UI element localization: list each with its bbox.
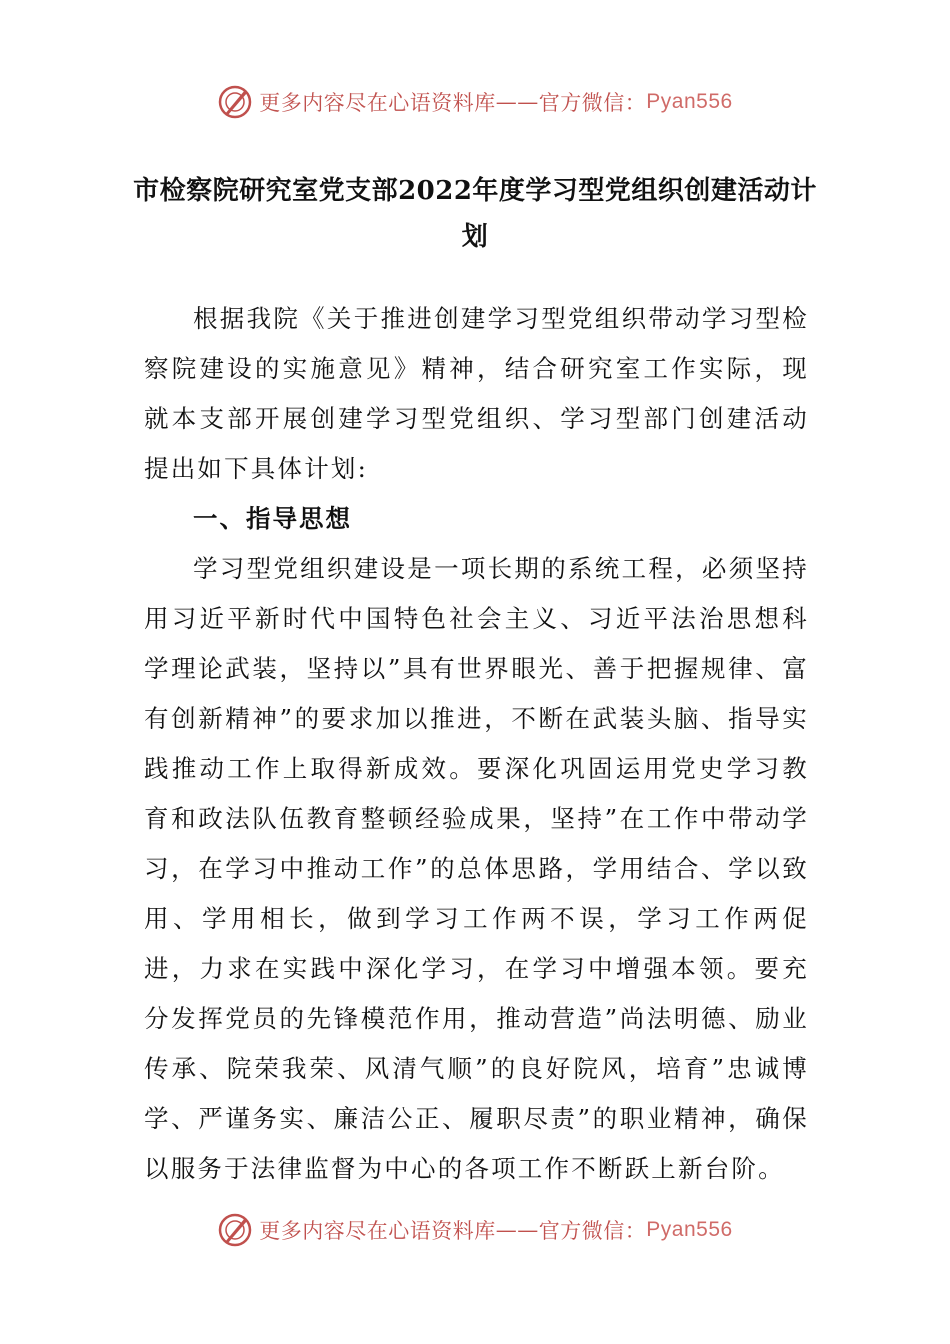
section-heading: 一、指导思想 [193, 504, 352, 533]
watermark-text: 更多内容尽在心语资料库 [259, 1219, 496, 1243]
quill-logo-icon [217, 1212, 253, 1248]
watermark-banner-bottom [0, 1210, 950, 1250]
watermark-wechat-id: Pyan556 [646, 1218, 733, 1241]
watermark-dash: —— [495, 1218, 539, 1242]
document-title: 市检察院研究室党支部2022年度学习型党组织创建活动计划 [133, 176, 817, 252]
watermark-banner-top [0, 82, 950, 122]
watermark-dash: —— [495, 90, 539, 114]
document-body [144, 294, 809, 1194]
quill-logo-icon [217, 84, 253, 120]
watermark-text: 更多内容尽在心语资料库 [259, 91, 496, 115]
watermark-label: 官方微信： [538, 91, 647, 115]
intro-paragraph: 根据我院《关于推进创建学习型党组织带动学习型检察院建设的实施意见》精神，结合研究室工作实际，现就本支部开展创建学习型党组织、学习型部门创建活动提出如下具体计划: [144, 304, 809, 483]
section-paragraph: 学习型党组织建设是一项长期的系统工程，必须坚持用习近平新时代中国特色社会主义、习近平法治思想科学理论武装，坚持以”具有世界眼光、善于把握规律、富有创新精神”的要求加以推进，不断在武装头脑、指导实践推动工作上取得新成效。要深化巩固运用党史学习教育和政法队伍教育整顿经验成果，坚持”在工作中带动学习，在学习中推动工作”的总体思路，学用结合、学以致用、学用相长，做到学习工作两不误，学习工作两促进，力求在实践中深化学习，在学习中增强本领。要充分发挥党员的先锋模范作用，推动营造”尚法明德、励业传承、院荣我荣、风清气顺”的良好院风，培育”忠诚博学、严谨务实、廉洁公正、履职尽责”的职业精神，确保以服务于法律监督为中心的各项工作不断跃上新台阶。 [144, 554, 809, 1183]
watermark-label: 官方微信： [538, 1219, 647, 1243]
watermark-wechat-id: Pyan556 [646, 90, 733, 113]
